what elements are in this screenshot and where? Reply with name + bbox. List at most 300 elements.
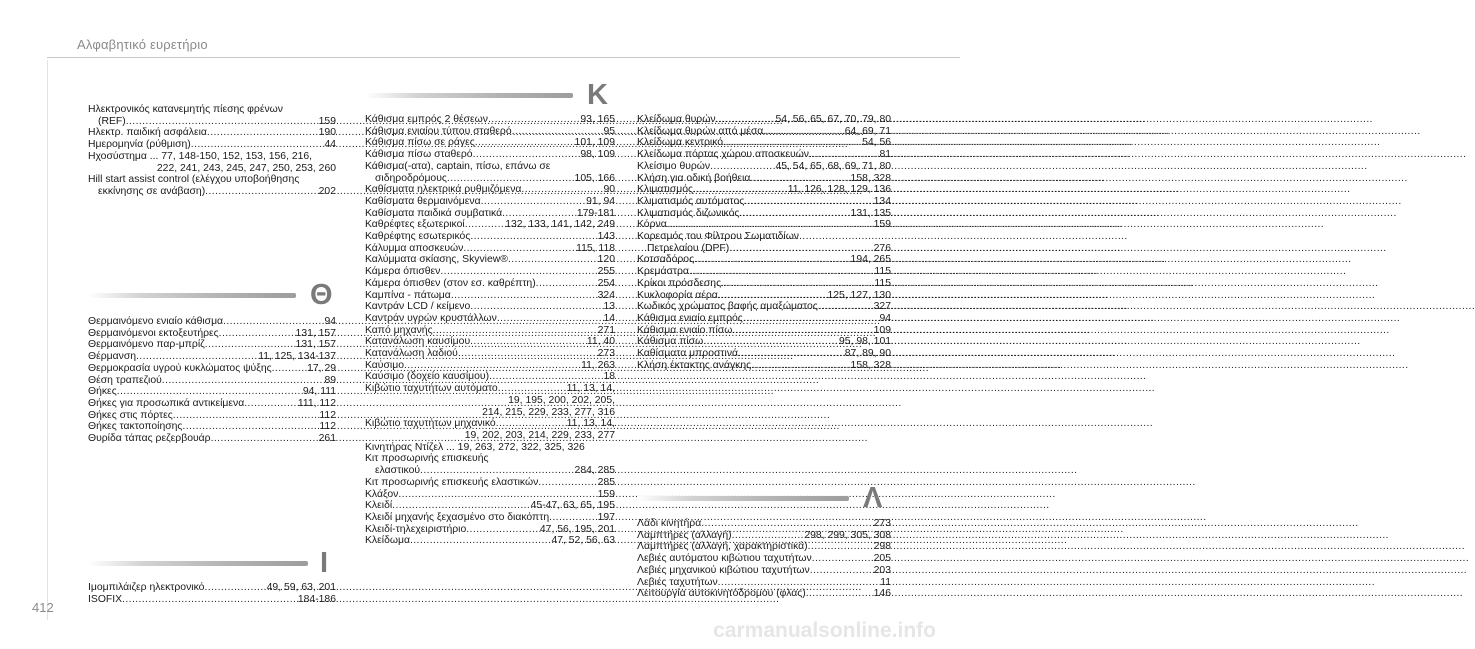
dot-leader — [703, 336, 838, 348]
index-entry-term: Καύσιμο (δοχείο καυσίμου) — [365, 371, 490, 383]
index-entry-term: Κλειδί μηχανής ξεχασμένο στο διακόπτη — [365, 511, 550, 523]
index-entry-pages: 125, 127, 130 — [827, 289, 891, 301]
index-entry-term: Κάθισμα πίσω σε ράγες — [365, 137, 475, 149]
index-entry-term: Κλείδωμα — [365, 535, 410, 547]
index-entry — [637, 577, 891, 589]
dot-leader — [497, 313, 603, 325]
index-entry-pages: 205 — [873, 553, 891, 565]
index-entry-pages: 146 — [873, 588, 891, 600]
index-entry-continuation: 222, 241, 243, 245, 247, 250, 253, 260 — [156, 162, 336, 174]
index-entry — [88, 386, 336, 398]
index-entry-term: Θέρμανση — [88, 351, 137, 363]
index-entry-term: Κάμερα όπισθεν — [365, 266, 441, 278]
index-entry-term: Κλιματισμός διζωνικός — [637, 207, 740, 219]
index-entry — [637, 530, 891, 542]
index-entry-term: Καθίσματα θερμαινόμενα — [365, 195, 481, 207]
dot-leader — [473, 149, 580, 161]
index-entry-pages: 17, 29 — [307, 362, 336, 374]
index-entry-term: Κωδικός χρώματος βαφής αμαξώματος — [637, 301, 818, 313]
dot-leader — [808, 541, 873, 553]
index-entry-term: Κρεμάστρα — [637, 266, 689, 278]
index-entry-term: Κυκλοφορία αέρα — [637, 289, 718, 301]
index-entry — [88, 421, 336, 433]
dot-leader — [496, 418, 566, 430]
index-entry — [365, 524, 615, 536]
index-entry-term: Θερμαινόμενοι εκτοξευτήρες — [88, 327, 219, 339]
index-entry-term: Θερμοκρασία υγρού κυκλώματος ψύξης — [88, 362, 272, 374]
index-entry — [365, 442, 615, 454]
index-entry-term: Θήκες τακτοποίησης — [88, 421, 183, 433]
index-entry-term: Κλειδί-τηλεχειριστήριο — [365, 523, 467, 535]
index-entry — [365, 453, 615, 465]
dot-leader — [809, 149, 878, 161]
index-entry-pages: 273 — [873, 518, 891, 529]
index-entry-term: Καθίσματα μπροστινά — [637, 348, 739, 360]
index-entry — [365, 196, 615, 208]
index-entry-term: Ηχοσύστημα ... 77, 148-150, 152, 153, 156, 216, — [88, 150, 313, 162]
index-entry — [637, 313, 891, 325]
index-entry-pages: 190 — [318, 127, 336, 139]
index-entry — [88, 582, 336, 594]
page-header-title: Αλφαβητικό ευρετήριο — [77, 37, 208, 52]
index-entry — [365, 325, 615, 337]
section-letter: K — [587, 79, 608, 111]
index-entry-term: Λειτουργία αυτοκινητόδρομου (φλας) — [637, 588, 806, 600]
section-header-iota — [88, 547, 336, 579]
index-entry — [637, 541, 891, 553]
index-entry — [637, 196, 891, 208]
dot-leader — [191, 139, 324, 151]
index-entry — [88, 316, 336, 328]
index-entry-pages: 18 — [603, 371, 615, 383]
index-col3-lambda — [637, 518, 891, 600]
dot-leader — [738, 348, 844, 360]
index-entry — [637, 126, 891, 138]
dot-leader — [465, 219, 505, 231]
index-entry — [88, 116, 336, 128]
dot-leader — [447, 173, 574, 185]
index-entry-term: Κιτ προσωρινής επισκευής ελαστικών — [365, 476, 539, 488]
index-entry-pages: 45, 54, 65, 68, 69, 71, 80 — [775, 160, 891, 172]
index-entry-term: Κάθισμα πίσω — [637, 336, 704, 348]
index-entry — [637, 588, 891, 600]
index-entry-term: Κλιματισμός αυτόματος — [637, 195, 745, 207]
index-entry-pages: 109 — [873, 324, 891, 336]
watermark: carmanualsonline.info — [713, 619, 936, 642]
index-entry — [365, 360, 615, 372]
dot-leader — [716, 114, 775, 126]
dot-leader — [451, 290, 597, 302]
index-entry-term: Κατανάλωση λαδιού — [365, 348, 458, 360]
dot-leader — [508, 254, 597, 266]
index-entry — [637, 231, 891, 243]
index-entry-pages: 327 — [873, 301, 891, 313]
index-entry — [365, 489, 615, 501]
index-entry-pages: 90 — [603, 184, 615, 196]
index-entry-continuation: 19, 195, 200, 202, 205, — [508, 394, 615, 406]
index-entry-term: Κιτ προσωρινής επισκευής — [365, 453, 489, 465]
index-entry-term: Λάδι κινητήρα — [637, 518, 702, 529]
index-entry — [637, 360, 891, 372]
index-entry-term: Κλείδωμα θυρών — [637, 114, 716, 125]
index-entry — [637, 219, 891, 231]
dot-leader — [689, 266, 874, 278]
index-entry-pages: 49, 59, 63, 201 — [266, 582, 336, 593]
index-entry-pages: 159 — [873, 219, 891, 231]
index-entry — [637, 149, 891, 161]
dot-leader — [549, 512, 597, 524]
dot-leader — [223, 316, 323, 328]
index-entry-pages: 112 — [319, 409, 336, 421]
dot-leader — [207, 127, 318, 139]
index-entry — [365, 348, 615, 360]
dot-leader — [701, 518, 872, 530]
index-entry — [637, 254, 891, 266]
index-entry-pages: 115, 118 — [576, 242, 615, 254]
index-entry-term: Θήκες — [88, 386, 117, 398]
index-entry — [365, 137, 615, 149]
dot-leader — [162, 375, 324, 387]
dot-leader — [458, 348, 597, 360]
dot-leader — [136, 351, 257, 363]
index-entry — [365, 149, 615, 161]
dot-leader — [205, 186, 317, 198]
dot-leader — [536, 278, 597, 290]
index-entry-pages: 179-181 — [576, 207, 615, 219]
index-entry-term: Κλιματισμός — [637, 184, 694, 196]
index-entry — [365, 219, 615, 231]
dot-leader — [204, 582, 265, 594]
index-entry-term: Καλύμματα σκίασης, Skyview® — [365, 254, 508, 266]
index-entry — [365, 477, 615, 489]
index-entry — [637, 278, 891, 290]
dot-leader — [512, 126, 603, 138]
index-entry — [637, 336, 891, 348]
index-entry-term: Καντράν υγρών κρυστάλλων — [365, 312, 497, 324]
index-entry-pages: 284, 285 — [574, 465, 615, 477]
header-divider — [47, 57, 960, 58]
index-entry — [365, 254, 615, 266]
index-entry-term: Καθίσματα παιδικά συμβατικά — [365, 207, 503, 219]
section-letter: Λ — [863, 482, 883, 514]
index-entry-pages: 93, 165 — [580, 114, 615, 125]
index-entry-pages: 11, 263 — [581, 359, 615, 371]
dot-leader — [667, 219, 873, 231]
index-entry-term: Καύσιμο — [365, 359, 404, 371]
index-entry-term: Κλήση έκτακτης ανάγκης — [637, 359, 752, 371]
dot-leader — [498, 383, 566, 395]
index-entry — [365, 231, 615, 243]
index-entry-pages: 89 — [324, 374, 336, 386]
dot-leader — [718, 577, 880, 589]
index-col1-top — [88, 104, 336, 198]
index-entry-pages: 255 — [597, 266, 615, 278]
index-entry-pages: 120 — [597, 254, 615, 266]
index-entry-pages: 159 — [318, 115, 336, 127]
index-entry-term: Κάθισμα εμπρός 2 θέσεων — [365, 114, 488, 125]
index-entry — [88, 139, 336, 151]
index-entry-pages: 131, 157 — [295, 327, 336, 339]
dot-leader — [718, 290, 827, 302]
dot-leader — [475, 137, 574, 149]
index-entry-term: Κλήση για οδική βοήθεια — [637, 172, 751, 184]
index-entry — [365, 301, 615, 313]
dot-leader — [211, 433, 318, 445]
index-entry-term: Καθίσματα ηλεκτρικά ρυθμιζόμενα — [365, 184, 522, 196]
dot-leader — [806, 588, 873, 600]
index-entry-term: Καθρέφτες εξωτερικοί — [365, 219, 465, 231]
index-entry-pages: 158, 328 — [850, 359, 891, 371]
index-entry-term: Κόρνα — [637, 219, 667, 231]
index-entry-pages: 95 — [603, 125, 615, 137]
index-entry-pages: 13 — [603, 301, 615, 313]
index-entry-pages: 11, 40 — [586, 336, 615, 348]
index-entry-pages: 143 — [597, 231, 615, 243]
index-entry — [365, 500, 615, 512]
index-entry — [365, 126, 615, 138]
index-entry-term: εκκίνησης σε ανάβαση) — [98, 185, 206, 197]
section-bar — [637, 496, 849, 501]
dot-leader — [763, 126, 843, 138]
index-entry — [637, 184, 891, 196]
index-entry-term: Θήκες για προσωπικά αντικείμενα — [88, 397, 245, 409]
section-header-theta — [88, 279, 336, 311]
index-entry-term: Κάθισμα πίσω σταθερό — [365, 149, 473, 161]
index-entry — [637, 173, 891, 185]
index-entry-pages: 91, 94 — [586, 195, 615, 207]
index-entry — [637, 243, 891, 255]
dot-leader — [219, 328, 295, 340]
dot-leader — [694, 254, 849, 266]
index-entry — [637, 266, 891, 278]
index-entry-pages: 101, 109 — [574, 137, 615, 149]
index-entry-pages: 54, 56, 65, 67, 70, 79, 80 — [775, 114, 891, 125]
dot-leader — [466, 524, 539, 536]
index-entry-pages: 134 — [873, 195, 891, 207]
index-entry-term: Λεβιές ταχυτήτων — [637, 576, 718, 588]
section-bar — [88, 293, 296, 298]
dot-leader — [710, 161, 774, 173]
index-entry-pages: 111, 112 — [297, 397, 336, 409]
index-entry-term: Κιβώτιο ταχυτήτων μηχανικό — [365, 418, 496, 430]
index-entry-pages: 64, 69, 71 — [844, 125, 891, 137]
index-entry-term: Καμπίνα - πάτωμα — [365, 289, 451, 301]
index-entry-pages: 271 — [597, 324, 615, 336]
index-entry-pages: 95, 98, 101 — [839, 336, 891, 348]
dot-leader — [721, 278, 873, 290]
index-entry — [88, 174, 336, 186]
index-entry-pages: 194, 265 — [850, 254, 891, 266]
dot-leader — [729, 243, 872, 255]
index-entry — [88, 433, 336, 445]
dot-leader — [404, 360, 580, 372]
section-bar — [88, 561, 308, 566]
index-entry-pages: 159 — [597, 488, 615, 500]
index-entry-term: Κρίκοι πρόσδεσης — [637, 277, 722, 289]
index-entry-pages: 14 — [603, 312, 615, 324]
index-entry-pages: 44 — [324, 139, 336, 151]
dot-leader — [744, 196, 872, 208]
dot-leader — [440, 266, 596, 278]
index-entry-pages: 276 — [873, 242, 891, 254]
dot-leader — [173, 410, 319, 422]
index-entry-term: Κάθισμα ενιαίου τύπου σταθερό — [365, 125, 512, 137]
index-entry-pages: 115 — [874, 277, 891, 289]
index-entry-term: Κλάξον — [365, 488, 399, 500]
index-entry-term: Λαμπτήρες (αλλαγή, χαρακτηριστικά) — [637, 541, 808, 553]
dot-leader — [205, 339, 295, 351]
index-entry — [88, 151, 336, 163]
index-entry-pages: 81 — [879, 149, 891, 161]
dot-leader — [470, 336, 586, 348]
index-entry-pages: 94, 111 — [302, 386, 336, 398]
index-entry — [637, 301, 891, 313]
index-entry-term: Hill start assist control (ελέγχου υποβοήθησης — [88, 174, 300, 186]
index-entry — [365, 184, 615, 196]
index-entry — [365, 266, 615, 278]
dot-leader — [538, 477, 596, 489]
dot-leader — [743, 313, 879, 325]
dot-leader — [182, 421, 318, 433]
index-entry — [637, 518, 891, 530]
index-entry — [637, 208, 891, 220]
index-entry-pages: 87, 89, 90 — [844, 348, 891, 360]
index-entry-pages: 261 — [318, 433, 336, 445]
index-entry-term: Κατανάλωση καυσίμου — [365, 336, 471, 348]
index-entry — [637, 161, 891, 173]
index-entry-term: ISOFIX — [88, 593, 123, 605]
index-entry-term: Κλείδωμα πόρτας χώρου αποσκευών — [637, 149, 809, 161]
index-entry-term: σιδηροδρόμους — [375, 172, 447, 184]
index-entry-term: Καπό μηχανής — [365, 324, 433, 336]
index-entry-pages: 94 — [879, 312, 891, 324]
index-entry-term: Λαμπτήρες (αλλαγή) — [637, 529, 732, 541]
dot-leader — [693, 184, 787, 196]
dot-leader — [489, 371, 602, 383]
dot-leader — [463, 243, 575, 255]
index-entry-pages: 197 — [597, 511, 615, 523]
index-entry — [637, 290, 891, 302]
index-entry-term: Κιβώτιο ταχυτήτων αυτόματο — [365, 383, 498, 395]
index-entry — [637, 137, 891, 149]
dot-leader — [470, 301, 602, 313]
index-entry — [365, 535, 615, 547]
dot-leader — [818, 301, 873, 313]
index-entry-continuation: 214, 215, 229, 233, 277, 316 — [482, 406, 615, 418]
section-header-kappa — [365, 79, 615, 111]
index-entry-pages: 11, 125, 134-137 — [258, 351, 336, 363]
index-entry-term: Καθρέφτης εσωτερικός — [365, 231, 471, 243]
index-entry — [88, 351, 336, 363]
index-entry-term: Κάθισμα(-ατα), captain, πίσω, επάνω σε — [365, 160, 551, 172]
dot-leader — [410, 535, 550, 547]
dot-leader — [810, 565, 873, 577]
index-entry-pages: 11, 126, 128, 129, 136 — [787, 184, 891, 196]
index-entry-pages: 45-47, 63, 65, 195 — [530, 500, 615, 512]
index-entry — [365, 114, 615, 126]
index-entry-term: Κλείσιμο θυρών — [637, 160, 711, 172]
index-entry-pages: 203 — [873, 564, 891, 576]
section-letter: I — [320, 547, 329, 579]
index-entry — [637, 114, 891, 126]
index-entry — [365, 371, 615, 383]
index-entry-pages: 131, 157 — [295, 339, 336, 351]
dot-leader — [732, 325, 872, 337]
dot-leader — [117, 386, 302, 398]
index-entry — [88, 375, 336, 387]
index-entry-pages: 98, 109 — [580, 149, 615, 161]
index-entry-term: Θερμαινόμενο παρ-μπρίζ — [88, 339, 205, 351]
dot-leader — [392, 500, 529, 512]
index-entry — [88, 363, 336, 375]
section-letter: Θ — [310, 279, 333, 311]
index-entry-pages: 47, 52, 56, 63 — [551, 535, 615, 547]
dot-leader — [502, 208, 576, 220]
dot-leader — [398, 489, 596, 501]
index-entry — [365, 243, 615, 255]
index-entry-pages: 115 — [874, 266, 891, 278]
index-entry — [637, 565, 891, 577]
index-entry-pages: 285 — [597, 476, 615, 488]
index-entry-pages: 11, 13, 14, — [566, 383, 615, 395]
section-header-lambda — [637, 482, 891, 514]
index-entry-pages: 202 — [318, 185, 336, 197]
index-entry-term: Κάμερα όπισθεν (στον εσ. καθρέπτη) — [365, 277, 536, 289]
index-entry-term: ελαστικού — [375, 465, 421, 477]
index-entry — [365, 173, 615, 185]
index-entry — [365, 208, 615, 220]
index-entry-term: Ημερομηνία (ρύθμιση) — [88, 139, 191, 151]
index-entry-continuation: 19, 202, 203, 214, 229, 233, 277 — [464, 429, 615, 441]
index-entry-term: Λεβιές αυτόματου κιβώτιου ταχυτήτων — [637, 553, 812, 565]
index-entry — [365, 290, 615, 302]
index-entry — [365, 336, 615, 348]
dot-leader — [481, 196, 586, 208]
index-entry-pages: 324 — [597, 289, 615, 301]
dot-leader — [126, 116, 318, 128]
dot-leader — [420, 465, 574, 477]
index-entry-pages: 298, 299, 305, 308 — [804, 529, 891, 541]
index-entry — [365, 278, 615, 290]
dot-leader — [751, 360, 849, 372]
index-entry-term: Λεβιές μηχανικού κιβώτιου ταχυτήτων — [637, 564, 810, 576]
index-entry-term: Κάλυμμα αποσκευών — [365, 242, 464, 254]
index-entry-pages: 94 — [324, 316, 336, 327]
index-entry — [88, 594, 336, 606]
index-entry-pages: 105, 166 — [574, 172, 615, 184]
index-entry — [88, 186, 336, 198]
index-entry — [637, 325, 891, 337]
index-entry — [365, 465, 615, 477]
index-entry-term: (REF) — [98, 115, 126, 127]
index-entry-term: Κλείδωμα θυρών από μέσα — [637, 125, 764, 137]
index-col2-kappa — [365, 114, 615, 547]
index-entry — [365, 418, 615, 430]
dot-leader — [272, 363, 306, 375]
index-col1-iota — [88, 582, 336, 605]
index-entry-term: Ηλεκτρ. παιδική ασφάλεια — [88, 127, 207, 139]
index-entry — [88, 328, 336, 340]
index-entry — [365, 313, 615, 325]
dot-leader — [470, 231, 596, 243]
index-entry-pages: 11, 13, 14, — [566, 418, 615, 430]
index-entry — [637, 553, 891, 565]
index-entry-pages: 298 — [873, 541, 891, 553]
index-entry — [365, 383, 615, 395]
dot-leader — [750, 173, 849, 185]
dot-leader — [488, 114, 579, 126]
index-entry-term: Πετρελαίου (DPF) — [647, 242, 730, 254]
